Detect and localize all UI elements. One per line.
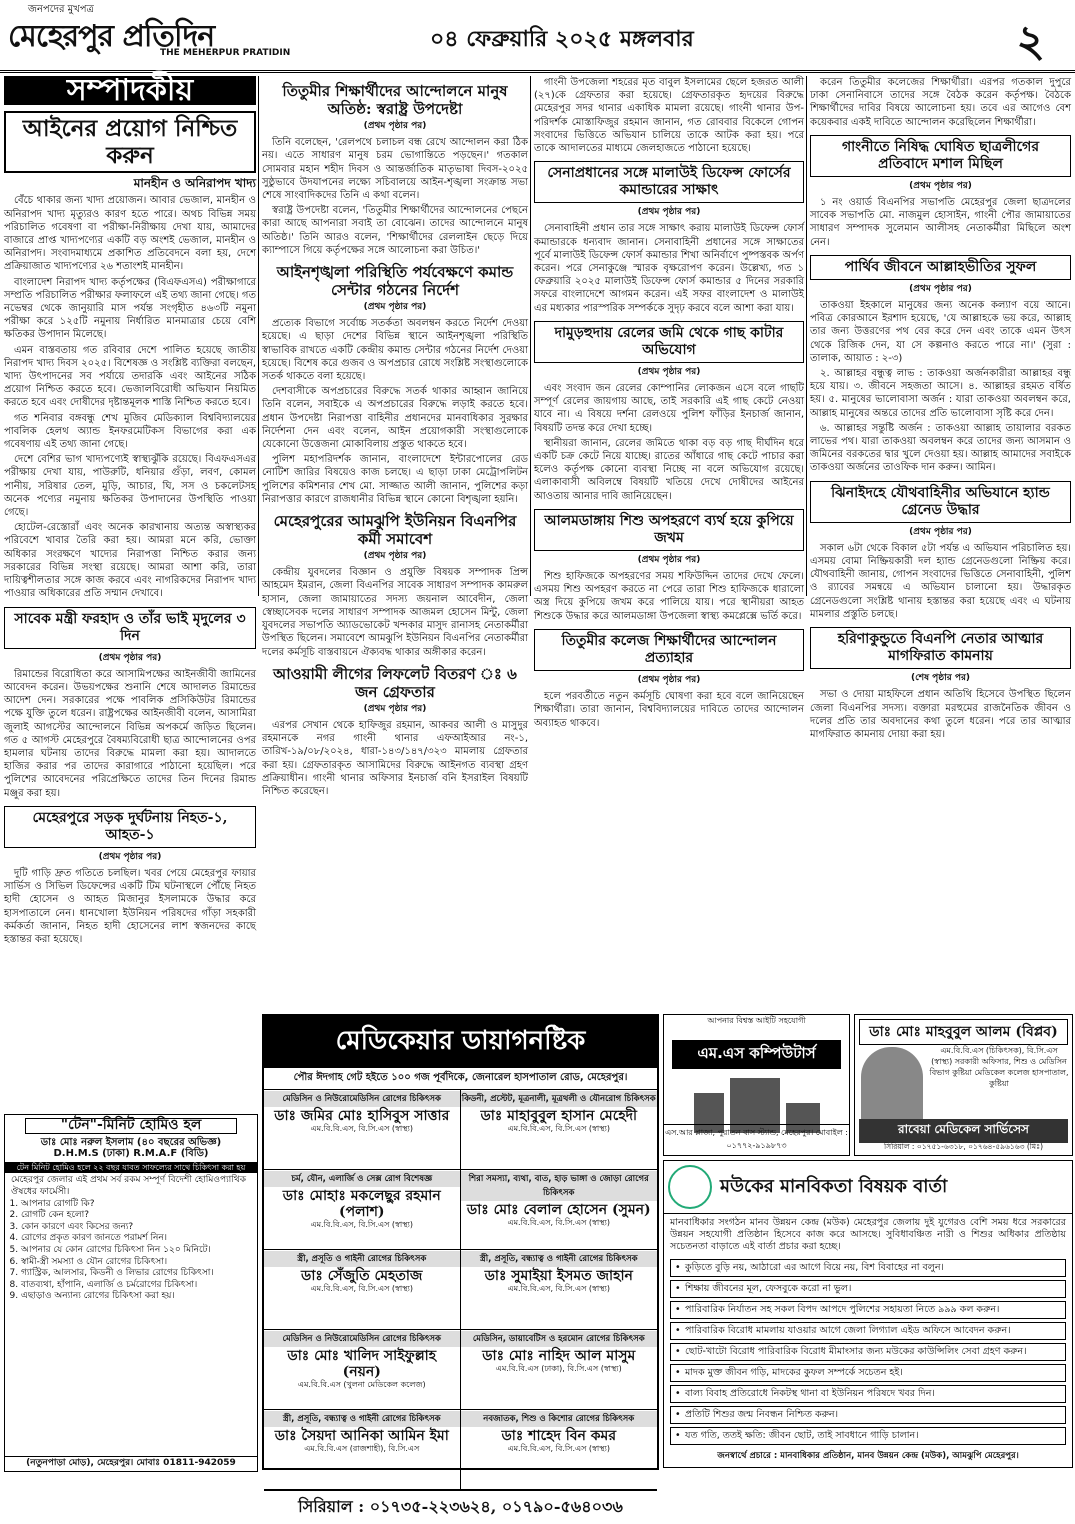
editorial-paragraph: গত শনিবার বঙ্গবন্ধু শেখ মুজিব মেডিক্যাল বিশ্ববিদ্যালয়ের পাবলিক হেলথ অ্যান্ড ইনফরমেটিকস বিভাগের করা এক গবেষণায় এই তথ্য জানা গেছে। [4, 412, 256, 451]
doctor-card [461, 1090, 658, 1170]
doctor-card [264, 1330, 461, 1410]
column-divider [806, 76, 807, 596]
story-headline[interactable]: তিতুমীর কলেজ শিক্ষার্থীদের আন্দোলন প্রত্যাহার [534, 629, 804, 671]
story-headline[interactable]: দামুড়হুদায় রেলের জমি থেকে গাছ কাটার অভিযোগ [534, 321, 804, 363]
doctor-degree: এম.বি.বি.এস (রাজশাহী), বি.সি.এস [304, 1444, 420, 1453]
doctor-degree: এম.বি.বি.এস, বি.সি.এস (স্বাস্থ্য) [507, 1444, 610, 1453]
mouk-list [664, 1259, 1072, 1445]
doctor-card [264, 1090, 461, 1170]
mouk-intro: মানবাধিকার সংগঠন মানব উন্নয়ন কেন্দ্র (মউক) মেহেরপুর জেলায় দুই যুগেরও বেশি সময় ধরে সরকারের উন্নয়ন সহযোগী প্রতিষ্ঠান হিসেবে কাজ করে আসছে। সুবিধাবঞ্চিত নারী ও শিশুর অধিকার প্রতিষ্ঠায় সচেতনতা বাড়াতে এই বার্তা প্রচার করা হচ্ছে। [670, 1217, 1066, 1252]
doctor-name: ডাঃ জমির মোঃ হাসিবুস সাত্তার [274, 1108, 450, 1124]
list-item: 7. গ্যাস্ট্রিক, আলসার, কিডনী ও লিভার রোগের চিকিৎসা। [21, 1268, 251, 1280]
doctor-name: ডাঃ সৈয়দা আনিকা আমিন ইমা [274, 1428, 449, 1444]
continuation-note: (প্রথম পৃষ্ঠার পর) [363, 703, 427, 714]
doctor-degree: এম.বি.বি.এস (খুলনা মেডিকেল কলেজ) [297, 1380, 426, 1389]
continuation-note: (প্রথম পৃষ্ঠার পর) [98, 652, 162, 663]
story-body: সভা ও দোয়া মাহফিলে প্রধান অতিথি হিসেবে উপস্থিত ছিলেন জেলা বিএনপির সদস্য। বক্তারা মরহুমের রাজনৈতিক জীবন ও দলের প্রতি তার অবদানের কথা তুলে ধরেন। পরে তার আত্মার মাগফিরাত কামনায় দোয়া করা হয়। [810, 689, 1071, 740]
list-item: • শিক্ষায় জীবনের মূল, ফেসবুকে করো না ভুল। [670, 1280, 1066, 1298]
doctor-name: ডাঃ সুমাইয়া ইসমত জাহান [484, 1268, 633, 1284]
homeo-footer: (নতুনপাড়া মোড়), মেহেরপুর। মোবাঃ 01811-942059 [5, 1456, 257, 1471]
list-item: 1. আপনার রোগটি কি? [21, 1199, 251, 1211]
story-body: এরপর সেখান থেকে হাফিজুর রহমান, আকবর আলী ও মাসুদুর রহমানকে নগর গাংনী থানার এফআইআর নং-১, তারিখ-১৯/০৮/২০২৪, ধারা-১৪৩/১৪৭/৩২৩ মামলায় গ্রেফতার করা হয়। গ্রেফতারকৃত আসামিদের বিরুদ্ধে আইনগত ব্যবস্থা গ্রহণ প্রক্রিয়াধীন। গাংনী থানার অফিসার ইনচার্জ বনি ইসরাইল বিষয়টি নিশ্চিত করেছেন। [262, 719, 528, 797]
computers-tagline: আপনার বিশ্বস্ত আইটি সহযোগী [707, 1016, 806, 1025]
mouk-title: মউকের মানবিকতা বিষয়ক বার্তা [720, 1176, 948, 1197]
doctor-card [264, 1410, 461, 1490]
editorial-paragraph: এমন বাস্তবতায় গত রবিবার দেশে পালিত হয়েছে জাতীয় নিরাপদ খাদ্য দিবস ২০২৫। বিশেষজ্ঞ ও সংশ্লিষ্ট ব্যক্তিরা বলছেন, খাদ্য উৎপাদনের সব পর্যায়ে তদারকি এবং আইনের সঠিক প্রয়োগ নিশ্চিত করতে হবে। ভেজালবিরোধী অভিযান নিয়মিত করতে হবে এবং দোষীদের দৃষ্টান্তমূলক শাস্তি নিশ্চিত করতে হবে। [4, 344, 256, 409]
homeo-list [5, 1199, 257, 1303]
doctor-card [461, 1330, 658, 1410]
masthead [0, 0, 1075, 73]
story-body: করেন তিতুমীর কলেজের শিক্ষার্থীরা। এরপর গতকাল দুপুরে ঢাকা সেনানিবাসে তাদের সঙ্গে বৈঠক করেন কর্তৃপক্ষ। বৈঠকে শিক্ষার্থীদের দাবির বিষয়ে আলোচনা হয়। তবে এর আগেও বেশ কয়েকবার একই দাবিতে আন্দোলন করেছিলেন শিক্ষার্থীরা। [810, 77, 1071, 128]
story-headline[interactable]: সেনাপ্রধানের সঙ্গে মালাউই ডিফেন্স ফোর্সের কমান্ডারের সাক্ষাৎ [534, 161, 804, 203]
list-item: • ছোট-খাটো বিরোধ পারিবারিক বিরোধ মীমাংসার জন্য মউকের কাউন্সিলিং সেবা গ্রহণ করুন। [670, 1343, 1066, 1361]
doctor-photo [861, 1047, 923, 1123]
editorial-kicker: মানহীন ও অনিরাপদ খাদ্য [133, 176, 256, 191]
newspaper-english-name: THE MEHERPUR PRATIDIN [160, 48, 291, 58]
mouk-header [664, 1161, 1072, 1214]
story-body: প্রত্যেক বিভাগে সর্বোচ্চ সতর্কতা অবলম্বন করতে নির্দেশ দেওয়া হয়েছে। এ ছাড়া দেশের বিভিন্ন স্থানে আইনশৃঙ্খলা পরিস্থিতি স্বাভাবিক রাখতে একটি কেন্দ্রীয় কমান্ড সেন্টার গঠনের নির্দেশ দেওয়া হয়েছে। বিশেষ করে গুজব ও অপপ্রচার রোধে সংশ্লিষ্ট সংস্থাগুলোকে সতর্ক থাকতে বলা হয়েছে। [262, 318, 528, 383]
continuation-note: (প্রথম পৃষ্ঠার পর) [363, 302, 427, 313]
story-body: সকাল ৬টা থেকে বিকাল ৫টা পর্যন্ত এ অভিযান পরিচালিত হয়। এসময় বোমা নিষ্ক্রিয়কারী দল হ্যান্ড গ্রেনেডগুলো নিষ্ক্রিয় করে। যৌথবাহিনী জানায়, গোপন সংবাদের ভিত্তিতে সেনাবাহিনী, পুলিশ ও র‍্যাবের সমন্বয়ে এ অভিযান চালানো হয়। উদ্ধারকৃত গ্রেনেডগুলো সংশ্লিষ্ট থানায় হস্তান্তর করা হয়েছে এবং এ ঘটনায় মামলার প্রস্তুতি চলছে। [810, 542, 1071, 620]
story-body: তিনি বলেছেন, 'রেলপথে চলাচল বন্ধ রেখে আন্দোলন করা ঠিক নয়। এতে সাধারণ মানুষ চরম ভোগান্তিতে পড়ছেন।' গতকাল সোমবার মহান শহীদ দিবস ও আন্তর্জাতিক মাতৃভাষা দিবস-২০২৫ সুষ্ঠুভাবে উদযাপনের লক্ষ্যে সচিবালয়ে আইন-শৃঙ্খলা সংক্রান্ত সভা শেষে সাংবাদিকদের তিনি এ কথা বলেন। [262, 137, 528, 202]
doctor-name: ডাঃ মোঃ নাহিদ আল মাসুম [482, 1348, 636, 1364]
doctor-degree: এম.বি.বি.এস, বি.সি.এস (স্বাস্থ্য) [310, 1284, 413, 1293]
story-body: ৬. আল্লাহর সন্তুষ্টি অর্জন : তাকওয়া আল্লাহ তায়ালার বরকত লাভের পথ। যারা তাকওয়া অবলম্বন করে তাদের জন্য আসমান ও জমিনের বরকতের দ্বার খুলে দেওয়া হয়। আল্লাহ আমাদের সবাইকে তাকওয়া অর্জনের তাওফিক দান করুন। আমিন। [810, 422, 1071, 474]
continuation-note: (প্রথম পৃষ্ঠার পর) [363, 121, 427, 131]
computers-name: এম.এস কম্পিউটার্স [672, 1040, 841, 1069]
continuation-note: (প্রথম পৃষ্ঠার পর) [637, 554, 701, 565]
doctor-name: ডাঃ মোঃ বেলাল হোসেন (সুমন) [466, 1202, 651, 1218]
diagnostic-serial-phone[interactable]: সিরিয়াল : ০১৭৩৫-২২৩৬২৪, ০১৭৯০-৫৬৪০৩৬ [264, 1490, 657, 1524]
diagnostic-address: পৌর ঈদগাহ গেট হইতে ১০০ গজ পূর্বদিকে, জেনারেল হাসপাতাল রোড, মেহেরপুর। [264, 1068, 657, 1090]
doctor-card [461, 1170, 658, 1250]
continuation-note: (প্রথম পৃষ্ঠার পর) [637, 674, 701, 685]
doctor-specialty: স্ত্রী, প্রসূতি, বন্ধ্যাত্ব ও গাইনী রোগের চিকিৎসক [264, 1411, 460, 1427]
doctor-name: ডাঃ সেঁজুতি মেহতাজ [301, 1268, 423, 1284]
computers-footer: এস.আর প্লাজা, পুরাতন বাস স্ট্যান্ড, মেহেরপুর। মোবাইল : ০১৭৭২-৯১৯৮৭৩ [664, 1124, 849, 1153]
story-headline[interactable]: আলমডাঙ্গায় শিশু অপহরণে ব্যর্থ হয়ে কুপিয়ে জখম [534, 509, 804, 551]
list-item: • বাল্য বিবাহ প্রতিরোধে নিকটস্থ থানা বা ইউনিয়ন পরিষদে খবর দিন। [670, 1385, 1066, 1403]
doctor-specialty: শিরা সমস্যা, ব্যথা, বাত, হাড় ভাঙ্গা ও জোড়া রোগের চিকিৎসক [461, 1171, 658, 1201]
continuation-note: (প্রথম পৃষ্ঠার পর) [909, 283, 972, 294]
column-2 [262, 76, 528, 1010]
story-headline[interactable]: মেহেরপুরের আমঝুপি ইউনিয়ন বিএনপির কর্মী সমাবেশ [273, 512, 517, 549]
continuation-note: (প্রথম পৃষ্ঠার পর) [637, 207, 701, 218]
list-item: • পারিবারিক নির্যাতন সহ সকল বিপদ আপদে পুলিশের সহায়তা নিতে ৯৯৯ কল করুন। [670, 1301, 1066, 1319]
homeo-ad [4, 1114, 258, 1472]
doctor-specialty: স্ত্রী, প্রসূতি, বন্ধ্যাত্ব ও গাইনী রোগের চিকিৎসক [461, 1251, 658, 1267]
doctor-name: ডাঃ মোহাঃ মকলেছুর রহমান (পলাশ) [282, 1188, 441, 1220]
doctor-name: ডাঃ মোঃ খালিদ সাইফুল্লাহ (নয়ন) [287, 1348, 437, 1380]
newspaper-name[interactable]: মেহেরপুর প্রতিদিন [8, 19, 215, 54]
story-headline[interactable]: হরিণাকুন্ডুতে বিএনপি নেতার আত্মার মাগফিরাত কামনায় [810, 627, 1071, 669]
story-headline[interactable]: মেহেরপুরে সড়ক দুর্ঘটনায় নিহত-১, আহত-১ [4, 806, 256, 848]
doctor-card [461, 1410, 658, 1490]
homeo-doctor: ডাঃ মোঃ নরুল ইসলাম (৪০ বছরের অভিজ্ঞ) [40, 1136, 222, 1148]
column-divider [530, 76, 531, 596]
continuation-note: (প্রথম পৃষ্ঠার পর) [909, 180, 972, 191]
column-divider [258, 76, 259, 596]
homeo-title: "টেন"-মিনিট হোমিও হল [25, 1118, 237, 1134]
editorial-headline[interactable]: আইনের প্রয়োগ নিশ্চিত করুন [4, 111, 256, 173]
diagnostic-title: মেডিকেয়ার ডায়াগনষ্টিক [264, 1016, 657, 1068]
doctor-specialty: মেডিসিন ও নিউরোমেডিসিন রোগের চিকিৎসক [264, 1091, 460, 1107]
story-body: কেন্দ্রীয় যুবদলের বিজ্ঞান ও প্রযুক্তি বিষয়ক সম্পাদক প্রিন্স আহমেদ ইমরান, জেলা বিএনপির সাবেক সাধারণ সম্পাদক কামরুল হাসান, জেলা জামায়াতের সদস্য জয়নাল আবেদীন, জেলা স্বেচ্ছাসেবক দলের সাধারণ সম্পাদক আজমল হোসেন মিন্টু, জেলা যুবদলের সভাপতি অ্যাডভোকেট খন্দকার মাসুদ রানাসহ নেতাকর্মীরা উপস্থিত ছিলেন। সমাবেশে আমঝুপি ইউনিয়ন বিএনপির নেতাকর্মীরা দলের কর্মসূচি বাস্তবায়নে ঐক্যবদ্ধ থাকার অঙ্গীকার করেন। [262, 567, 528, 658]
editorial-banner: সম্পাদকীয় [4, 76, 256, 105]
doctor-card [264, 1250, 461, 1330]
story-headline[interactable]: পার্থিব জীবনে আল্লাহভীতির সুফল [810, 255, 1071, 280]
story-headline[interactable]: সাবেক মন্ত্রী ফরহাদ ও তাঁর ভাই মৃদুলের ৩ দিন [4, 607, 256, 649]
diagnostic-ad [262, 1014, 659, 1516]
story-body: গাংনী উপজেলা শহরের মৃত বাবুল ইসলামের ছেলে হজরত আলী (২৭)কে গ্রেফতার করা হয়েছে। গ্রেফতারকৃত হৃদয়ের বিরুদ্ধে মেহেরপুর সদর থানার একাধিক মামলা রয়েছে। গাংনী থানার উপ-পরিদর্শক মোস্তাফিজুর রহমান জানান, গত রোববার বিকেলে গোপন সংবাদের ভিত্তিতে অভিযান চালিয়ে তাকে আটক করা হয়। পরে তাকে আদালতের মাধ্যমে জেলহাজতে পাঠানো হয়েছে। [534, 77, 804, 155]
editorial-paragraph: বাংলাদেশ নিরাপদ খাদ্য কর্তৃপক্ষের (বিএফএসএ) পরীক্ষাগারে সম্প্রতি পরিচালিত পরীক্ষার ফলাফলে এই তথ্য জানা গেছে। গত নভেম্বর থেকে জানুয়ারি মাস পর্যন্ত সংগৃহীত ৪৬৩টি নমুনা পরীক্ষা করে ১২৫টি নমুনায় নির্ধারিত মানমাত্রার চেয়ে বেশি ক্ষতিকর উপাদান মিলেছে। [4, 276, 256, 341]
doctor-name: ডাঃ মাহাবুবুল হাসান মেহেদী [480, 1108, 638, 1124]
list-item: 6. স্বামী-স্ত্রী সমস্যা ও যৌন রোগের চিকিৎসা। [21, 1257, 251, 1269]
story-body: রিমান্ডের বিরোধিতা করে আসামিপক্ষের আইনজীবী জামিনের আবেদন করেন। উভয়পক্ষের শুনানি শেষে আদালত রিমান্ডের আদেশ দেন। সরকারের পক্ষে পাবলিক প্রসিকিউটর রিমান্ডের পক্ষে যুক্তি তুলে ধরেন। রাষ্ট্রপক্ষের আইনজীবী বলেন, আসামিরা জুলাই আগস্টের আন্দোলনে বিভিন্ন অপকর্মে জড়িত ছিলেন। গত ৫ আগস্ট মেহেরপুরে বৈষম্যবিরোধী ছাত্র আন্দোলনের ওপর হামলার ঘটনায় তাদের বিরুদ্ধে মামলা করা হয়। আদালতে হাজির করার পর তাদের কারাগারে পাঠানো হয়েছিল। পরে পুলিশের আবেদনের পরিপ্রেক্ষিতে তাদের তিন দিনের রিমান্ড মঞ্জুর করা হয়। [4, 668, 256, 799]
ad-zone [262, 1014, 1071, 1516]
story-body: শিশু হাফিজকে অপহরণের সময় শফিউদ্দিন তাদের দেখে ফেলে। এসময় শিশু অপহরণ করতে না পেরে তারা শিশু হাফিজকে ধারালো অস্ত্র দিয়ে কুপিয়ে জখম করে পালিয়ে যায়। পরে স্থানীয়রা আহত শিশুকে উদ্ধার করে আলমডাঙ্গা উপজেলা স্বাস্থ্য কমপ্লেক্সে ভর্তি করে। [534, 571, 804, 622]
doctor-name: ডাঃ শাহেদ বিন কমর [501, 1428, 617, 1444]
doctor-ad [854, 1014, 1073, 1156]
continuation-note: (প্রথম পৃষ্ঠার পর) [98, 851, 162, 862]
doctor-degree: এম.বি.বি.এস, বি.সি.এস (স্বাস্থ্য) [507, 1124, 610, 1133]
list-item: • মাদক মুক্ত জীবন গড়ি, মাদকের কুফল সম্পর্কে সচেতন হই। [670, 1364, 1066, 1382]
list-item: 5. আপনার যে কোন রোগের চিকিৎসা নিন ১২০ মিনিটে। [21, 1245, 251, 1257]
continuation-note: (প্রথম পৃষ্ঠার পর) [909, 526, 972, 537]
doctor-specialty: চর্ম, যৌন, এলার্জি ও সেক্স রোগ বিশেষজ্ঞ [264, 1171, 460, 1187]
doctor-degree: এম.বি.বি.এস (ঢাকা), বি.সি.এস (স্বাস্থ্য) [495, 1364, 622, 1373]
story-headline[interactable]: আইনশৃঙ্খলা পরিস্থিতি পর্যবেক্ষণে কমান্ড সেন্টার গঠনের নির্দেশ [276, 263, 514, 300]
editorial-paragraph: দেশে বেশির ভাগ খাদ্যপণ্যেই স্বাস্থ্যঝুঁকি রয়েছে। বিএফএসএর পরীক্ষায় দেখা যায়, পাউরুটি, ধনিয়ার গুঁড়া, লবণ, কোমল পানীয়, সরিষার তেল, মুড়ি, আচার, ঘি, সস ও চকলেটসহ অনেক পণ্যের নমুনায় ক্ষতিকর উপাদানের উপস্থিতি পাওয়া গেছে। [4, 454, 256, 519]
list-item: 3. কোন কারণে এবং কিসের জন্য? [21, 1222, 251, 1234]
doctor-degree: এম.বি.বি.এস, বি.সি.এস (স্বাস্থ্য) [310, 1220, 413, 1229]
editorial-paragraph: হোটেল-রেস্তোরাঁ এবং অনেক কারখানায় অত্যন্ত অস্বাস্থ্যকর পরিবেশে খাবার তৈরি করা হয়। আমরা মনে করি, ভোক্তা অধিকার সংরক্ষণে খাদ্যের নিরাপত্তা নিশ্চিত করার জন্য সরকারের বিভিন্ন সংস্থা রয়েছে। আমরা আশা করি, তারা দায়িত্বশীলতার সঙ্গে কাজ করবে এবং নাগরিকদের নিরাপদ খাদ্য পাওয়ার অধিকারের প্রতি সম্মান দেখাবে। [4, 522, 256, 600]
list-item: 9. এছাড়াও অন্যান্য রোগের চিকিৎসা করা হয়। [21, 1291, 251, 1303]
issue-date: ০৪ ফেব্রুয়ারি ২০২৫ মঙ্গলবার [430, 26, 694, 52]
doctor-degree: এম.বি.বি.এস, বি.সি.এস (স্বাস্থ্য) [507, 1218, 610, 1227]
doctor-ad-name: ডাঃ মোঃ মাহবুবুল আলম (বিপ্লব) [859, 1019, 1068, 1045]
story-body: দুটি গাড়ি দ্রুত গতিতে চলছিল। খবর পেয়ে মেহেরপুর ফায়ার সার্ভিস ও সিভিল ডিফেন্সের একটি টিম ঘটনাস্থলে পৌঁছে নিহত হাদী হোসেন ও আহত মিজানুর ইসলামকে উদ্ধার করে হাসপাতালে নেন। ধানখোলা ইউনিয়ন পরিষদের গাঁড়া সহকারী কর্মকর্তা জানান, নিহত হাদী হোসেনের লাশ স্বজনদের কাছে হস্তান্তর করা হয়েছে। [4, 867, 256, 945]
masthead-tagline: জনপদের মুখপত্র [28, 4, 94, 15]
story-headline[interactable]: তিতুমীর শিক্ষার্থীদের আন্দোলনে মানুষ অতিষ্ঠ: স্বরাষ্ট্র উপদেষ্টা [282, 82, 508, 118]
story-body: পুলিশ মহাপরিদর্শক জানান, বাংলাদেশে ইন্টারপোলের রেড নোটিশ জারির বিষয়েও কাজ চলছে। এ ছাড়া ঢাকা মেট্রোপলিটন পুলিশের কমিশনার শেখ মো. সাজ্জাত আলী জানান, পুলিশের কড়া নিরাপত্তার কারণে রাজধানীর বিভিন্ন স্থানে কোনো বিশৃঙ্খলা হয়নি। [262, 454, 528, 505]
doctor-specialty: নবজাতক, শিশু ও কিশোর রোগের চিকিৎসক [461, 1411, 658, 1427]
story-body: ১ নং ওয়ার্ড বিএনপির সভাপতি মেহেরপুর জেলা ছাত্রদলের সাবেক সভাপতি মো. নাজমুল হোসাইন, গাংনী পৌর জামায়াতের সাধারণ সম্পাদক সুলেমান আলীসহ নেতাকর্মীরা মিছিলে অংশ নেন। [810, 197, 1071, 248]
doctor-degree: এম.বি.বি.এস, বি.সি.এস (স্বাস্থ্য) [310, 1124, 413, 1133]
doctor-ad-phone: সিরিয়াল : ০১৭৫১-৬৩১৮, ০১৭৬৪-৫৯৬১৬৩ (মিঃ) [883, 1142, 1043, 1151]
mouk-logo-icon [668, 1165, 712, 1209]
list-item: • প্রতিটি শিশুর জন্ম নিবন্ধন নিশ্চিত করুন। [670, 1406, 1066, 1424]
page-number: ২ [1016, 16, 1045, 67]
story-headline[interactable]: আওয়ামী লীগের লিফলেট বিতরণ ঃ ৬ জন গ্রেফতার [273, 664, 517, 701]
list-item: 4. রোগের প্রকৃত কারণ জানতে পরামর্শ নিন। [21, 1233, 251, 1245]
story-body: সেনাবাহিনী প্রধান তার সঙ্গে সাক্ষাৎ করায় মালাউই ডিফেন্স ফোর্স কমান্ডারকে ধন্যবাদ জানান। সেনাবাহিনী প্রধানের সঙ্গে সাক্ষাতের পূর্বে মালাউই ডিফেন্স ফোর্স কমান্ডার শিখা অনির্বাণে পুষ্পস্তবক অর্পণ করেন। পরে সেনাকুঞ্জে স্মারক বৃক্ষরোপণ করেন। উল্লেখ্য, গত ১ ফেব্রুয়ারি ২০২৫ মালাউই ডিফেন্স ফোর্স কমান্ডার ৫ দিনের সরকারি সফরে বাংলাদেশে আগমন করেন। এই সফর বাংলাদেশ ও মালাউই এর মধ্যকার পারস্পরিক সম্পর্ককে সুদৃঢ় করবে বলে আশা করা যায়। [534, 223, 804, 314]
doctor-specialty: স্ত্রী, প্রসূতি ও গাইনী রোগের চিকিৎসক [264, 1251, 460, 1267]
story-headline[interactable]: গাংনীতে নিষিদ্ধ ঘোষিত ছাত্রলীগের প্রতিবাদে মশাল মিছিল [810, 135, 1071, 177]
list-item: • কুড়িতে বুড়ি নয়, আঠারো এর আগে বিয়ে নয়, বিশ বিবাহের না বলুন। [670, 1259, 1066, 1277]
continuation-note: (প্রথম পৃষ্ঠার পর) [637, 366, 701, 377]
doctor-specialty: মেডিসিন ও নিউরোমেডিসিন রোগের চিকিৎসক [264, 1331, 460, 1347]
mouk-notice [663, 1160, 1073, 1468]
doctor-ad-degree: এম.বি.বি.এস (চিকিৎসক), বি.সি.এস (স্বাস্থ্য) সরকারী অফিসার, শিশু ও মেডিসিন বিভাগ কুষ্টিয়া মেডিকেল কলেজ হাসপাতাল, কুষ্টিয়া [929, 1046, 1069, 1088]
continuation-note: (শেষ পৃষ্ঠার পর) [910, 673, 971, 684]
continuation-note: (প্রথম পৃষ্ঠার পর) [363, 551, 427, 562]
doctor-card [264, 1170, 461, 1250]
story-body: এবং সংবাদ জন রেলের কোম্পানির লোকজন এসে বলে গাছটি সম্পূর্ণ রেলের জায়গায় আছে, তাই সরকারি এই গাছ কেটে নেওয়া যাবে না। এ বিষয়ে দর্শনা রেলওয়ে পুলিশ ফাঁড়ির ইনচার্জ জানান, বিষয়টি তদন্ত করে দেখা হচ্ছে। [534, 383, 804, 434]
list-item: 8. বাতব্যথা, হাঁপানি, এলার্জি ও চর্মরোগের চিকিৎসা। [21, 1280, 251, 1292]
computers-ad [663, 1014, 850, 1156]
story-body: হলে পরবর্তীতে নতুন কর্মসূচি ঘোষণা করা হবে বলে জানিয়েছেন শিক্ষার্থীরা। তারা জানান, বিশ্ববিদ্যালয়ের দাবিতে তাদের আন্দোলন অব্যাহত থাকবে। [534, 691, 804, 729]
homeo-degree: D.H.M.S (ঢাকা) R.M.A.F (বিডি) [53, 1148, 209, 1160]
doctor-grid [264, 1090, 657, 1490]
editorial-paragraph: বেঁচে থাকার জন্য খাদ্য প্রয়োজন। আবার ভেজাল, মানহীন ও অনিরাপদ খাদ্য মৃত্যুরও কারণ হতে পারে। অথচ বিভিন্ন সময় পরিচালিত গবেষণা বা পরীক্ষা-নিরীক্ষায় দেখা যায়, আমাদের বাজারে প্রাপ্ত খাদ্যপণ্যের একটি বড় অংশই ভেজাল, মানহীন ও অনিরাপদ। সংবাদমাধ্যমে প্রকাশিত প্রতিবেদনে বলা হয়, দেশে প্রক্রিয়াজাত খাদ্যপণ্যের ২৬ শতাংশই মানহীন। [4, 195, 256, 273]
list-item: • পারিবারিক বিরোধ মামলায় যাওয়ার আগে জেলা লিগ্যাল এইড অফিসে আবেদন করুন। [670, 1322, 1066, 1340]
list-item: • যত গতি, ততই ক্ষতি: জীবন ছোট, তাই সাবধানে গাড়ি চালান। [670, 1427, 1066, 1445]
column-4 [810, 76, 1071, 1010]
homeo-intro: মেহেরপুর জেলার এই প্রথম সর্ব রকম সম্পূর্ণ বিদেশী হোমিওপ্যাথিক ঔষধের ফার্মেসী। [11, 1175, 246, 1197]
story-body: ২. আল্লাহর বন্ধুত্ব লাভ : তাকওয়া অর্জনকারীরা আল্লাহর বন্ধু হয়ে যায়। ৩. জীবনে সহজতা আসে। ৪. আল্লাহর রহমত বর্ষিত হয়। ৫. মানুষের ভালোবাসা অর্জন : যারা তাকওয়া অবলম্বন করে, আল্লাহ মানুষের অন্তরে তাদের প্রতি ভালোবাসা সৃষ্টি করে দেন। [810, 368, 1071, 419]
list-item: 2. রোগটি কেন হলো? [21, 1210, 251, 1222]
column-1 [4, 73, 256, 1108]
story-body: তাকওয়া ইহকালে মানুষের জন্য অনেক কল্যাণ বয়ে আনে। পবিত্র কোরআনে ইরশাদ হয়েছে, 'যে আল্লাহকে ভয় করে, আল্লাহ তার জন্য উত্তরণের পথ বের করে দেন এবং তাকে এমন উৎস থেকে রিজিক দেন, যা সে কল্পনাও করতে পারে না।' (সুরা : তালাক, আয়াত : ২-৩) [810, 300, 1071, 364]
clinic-name: রাবেয়া মেডিকেল সার্ভিসেস [859, 1119, 1068, 1143]
column-3 [534, 76, 804, 1010]
story-body: স্থানীয়রা জানান, রেলের জমিতে থাকা বড় বড় গাছ দীর্ঘদিন ধরে একটি চক্র কেটে নিয়ে যাচ্ছে। রাতের আঁধারে গাছ কেটে পাচার করা হলেও কর্তৃপক্ষ কোনো ব্যবস্থা নিচ্ছে না বলে অভিযোগ রয়েছে। এলাকাবাসী অবিলম্বে বিষয়টি খতিয়ে দেখে দোষীদের আইনের আওতায় আনার দাবি জানিয়েছেন। [534, 437, 804, 502]
doctor-specialty: কিডনী, প্রস্টেট, মূত্রনালী, মূত্রথলী ও যৌনরোগ চিকিৎসক [461, 1091, 658, 1107]
story-body: দেশবাসীকে অপপ্রচারের বিরুদ্ধে সতর্ক থাকার আহ্বান জানিয়ে তিনি বলেন, সবাইকে এ অপপ্রচারের বিরুদ্ধে লড়াই করতে হবে। প্রধান উপদেষ্টা নিরাপত্তা বাহিনীর প্রধানদের মানবাধিকার সুরক্ষার নির্দেশনা দেন এবং বলেন, আইন প্রয়োগকারী সংস্থাগুলোকে যেকোনো উত্তেজনা মোকাবিলায় প্রস্তুত থাকতে হবে। [262, 386, 528, 451]
story-headline[interactable]: ঝিনাইদহে যৌথবাহিনীর অভিযানে হ্যান্ড গ্রেনেড উদ্ধার [810, 481, 1071, 523]
doctor-card [461, 1250, 658, 1330]
mouk-footer: জনস্বার্থে প্রচারে : মানবাধিকার প্রতিষ্ঠান, মানব উন্নয়ন কেন্দ্র (মউক), আমঝুপি মেহেরপুর। [717, 1451, 1019, 1461]
doctor-specialty: মেডিসিন, ডায়াবেটিস ও হরমোন রোগের চিকিৎসক [461, 1331, 658, 1347]
doctor-degree: এম.বি.বি.এস, বি.সি.এস (স্বাস্থ্য) [507, 1284, 610, 1293]
homeo-bar: টেন মিনিট হোমিও হলে ২২ বছর যাবত সাফল্যের সাথে চিকিৎসা করা হয় [5, 1162, 257, 1174]
story-body: স্বরাষ্ট্র উপদেষ্টা বলেন, 'তিতুমীর শিক্ষার্থীদের আন্দোলনের পেছনে কারা আছে আপনারা সবাই তা বোঝেন। তাদের আন্দোলনে মানুষ অতিষ্ঠ।' তিনি আরও বলেন, 'শিক্ষার্থীদের রেললাইন ছেড়ে দিয়ে ক্যাম্পাসে গিয়ে কর্তৃপক্ষের সঙ্গে আলোচনা করা উচিত।' [262, 205, 528, 256]
